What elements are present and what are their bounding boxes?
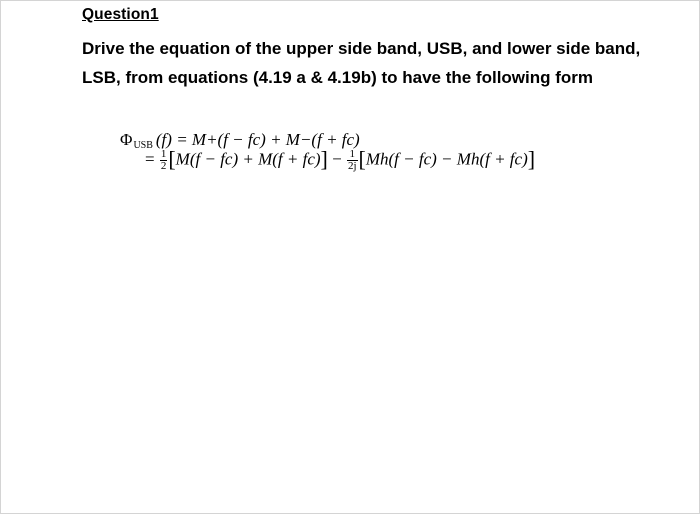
fraction-numerator: 1 xyxy=(349,148,355,160)
equation-line-1-rhs: = M+(f − fc) + M−(f + fc) xyxy=(176,130,360,149)
equation-line-2 xyxy=(145,146,536,172)
fraction-denominator: 2j xyxy=(347,160,357,172)
right-bracket: ] xyxy=(527,146,536,172)
phi-symbol: Φ xyxy=(120,130,133,149)
fraction-one-half xyxy=(160,149,168,172)
question-heading: Question1 xyxy=(82,6,159,23)
equals-sign: = xyxy=(145,149,155,169)
usb-subscript: USB xyxy=(133,140,153,151)
right-bracket: ] xyxy=(320,146,328,172)
fraction-one-over-2j xyxy=(347,149,358,172)
bracket-term-1: M(f − fc) + M(f + fc) xyxy=(175,149,321,169)
bracket-term-2: Mh(f − fc) − Mh(f + fc) xyxy=(365,149,528,169)
minus-sign: − xyxy=(332,149,342,169)
lhs-argument: (f) xyxy=(155,130,172,149)
question-prompt: Drive the equation of the upper side band, USB, and lower side band, LSB, from equations (4.19 a & 4.19b) to have the following form xyxy=(82,39,641,87)
left-bracket: [ xyxy=(168,146,176,172)
fraction-denominator: 2 xyxy=(160,160,167,172)
left-bracket: [ xyxy=(358,146,366,172)
fraction-numerator: 1 xyxy=(160,148,167,160)
